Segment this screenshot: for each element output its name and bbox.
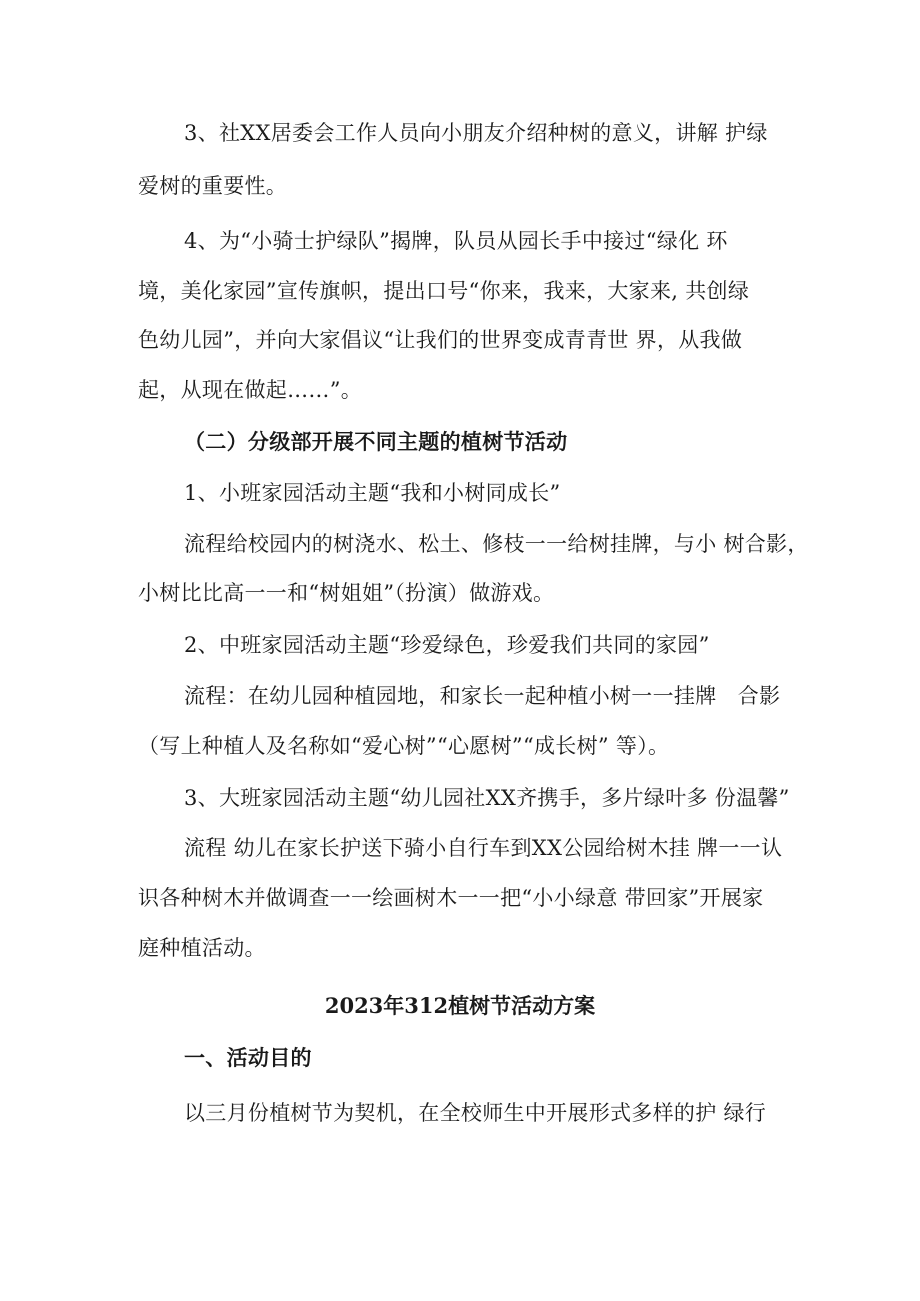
paragraph-line: 1、小班家园活动主题“我和小树同成长” — [184, 481, 561, 505]
paragraph-line: 4、为“小骑士护绿队”揭牌，队员从园长手中接过“绿化 环 — [184, 229, 728, 253]
paragraph-line: 色幼儿园”，并向大家倡议“让我们的世界变成青青世 界，从我做 — [138, 328, 743, 352]
paragraph-line: 庭种植活动。 — [138, 936, 266, 960]
document-title: 2023年312植树节活动方案 — [324, 993, 596, 1018]
paragraph-line: 流程 幼儿在家长护送下骑小自行车到XX公园给树木挂 牌一一认 — [184, 836, 783, 860]
paragraph-line: 识各种树木并做调查一一绘画树木一一把“小小绿意 带回家”开展家 — [138, 886, 764, 910]
paragraph-line: 以三月份植树节为契机，在全校师生中开展形式多样的护 绿行 — [184, 1101, 767, 1125]
section-heading: 一、活动目的 — [184, 1045, 312, 1070]
paragraph-line: 流程给校园内的树浇水、松土、修枝一一给树挂牌，与小 树合影， — [184, 532, 809, 556]
paragraph-line: 起，从现在做起……”。 — [138, 378, 363, 402]
paragraph-line: 小树比比高一一和“树姐姐”（扮演）做游戏。 — [138, 581, 555, 605]
paragraph-line: 境，美化家园”宣传旗帜，提出口号“你来，我来，大家来, 共创绿 — [138, 279, 750, 303]
paragraph-line: 3、社XX居委会工作人员向小朋友介绍种树的意义，讲解 护绿 — [184, 121, 768, 145]
subsection-heading: （二）分级部开展不同主题的植树节活动 — [184, 429, 568, 454]
paragraph-line: （写上种植人及名称如“爱心树”“心愿树”“成长树” 等）。 — [138, 734, 670, 758]
paragraph-line: 3、大班家园活动主题“幼儿园社XX齐携手，多片绿叶多 份温馨” — [184, 786, 790, 810]
paragraph-line: 2、中班家园活动主题“珍爱绿色，珍爱我们共同的家园” — [184, 633, 710, 657]
paragraph-line: 爱树的重要性。 — [138, 174, 288, 198]
paragraph-line: 流程：在幼儿园种植园地，和家长一起种植小树一一挂牌 合影 — [184, 684, 781, 708]
